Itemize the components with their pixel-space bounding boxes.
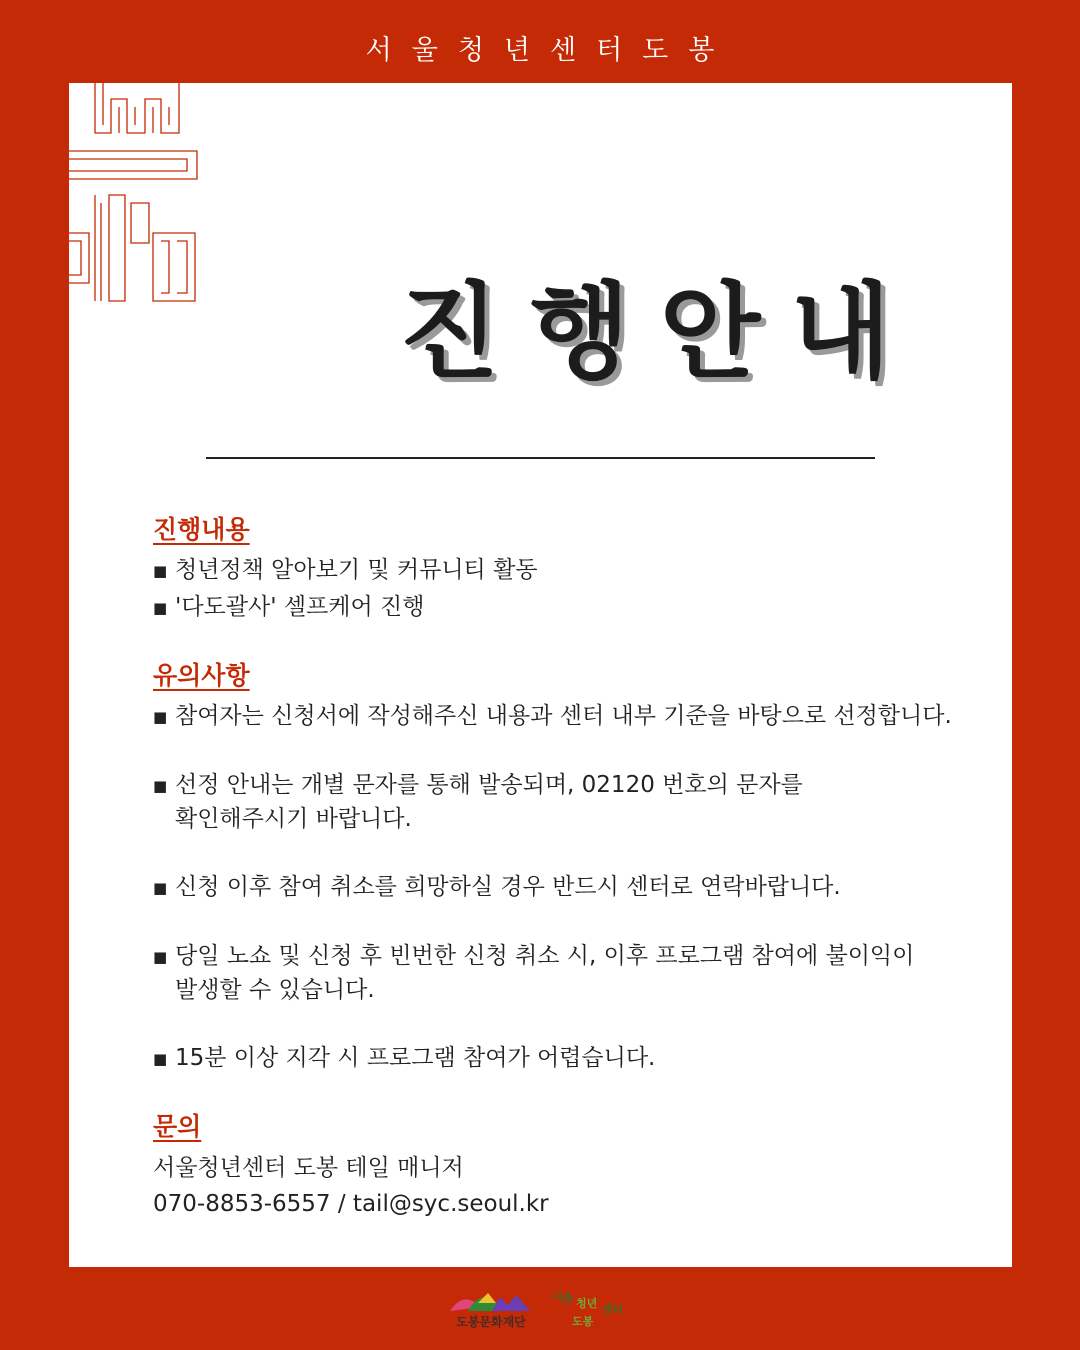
list-item [153,553,1003,588]
bullet-icon: ■ [153,879,168,897]
logo2-text: 서울 [552,1291,574,1304]
bullet-icon: ■ [153,777,168,795]
list-item [153,1041,1003,1076]
info-content [153,513,1003,1222]
section-heading-content: 진행내용 [153,515,250,544]
content-card [69,83,1012,1267]
list-item-text: 선정 안내는 개별 문자를 통해 발송되며, 02120 번호의 문자를 확인해주시기 바랍니다. [175,772,803,832]
logo1-text: 도봉문화재단 [456,1315,526,1329]
list-item-text: 신청 이후 참여 취소를 희망하실 경우 반드시 센터로 연락바랍니다. [175,874,841,900]
logo2-text: 센터 [602,1303,624,1316]
list-item-text: 청년정책 알아보기 및 커뮤니티 활동 [175,557,538,583]
logo2-text: 청년 [576,1297,598,1310]
section-cautions [153,659,1003,1076]
header-title: 서울청년센터도봉 [365,35,735,66]
mountain-icon [448,1289,534,1313]
main-title: 진행안내 [399,271,921,393]
list-item-text: 15분 이상 지각 시 프로그램 참여가 어렵습니다. [175,1045,656,1071]
deco-outline-lettering [69,83,209,323]
bullet-icon: ■ [153,708,168,726]
list-item [153,699,1003,734]
list-item [153,939,1003,1007]
contact-name: 서울청년센터 도봉 테일 매니저 [153,1155,464,1181]
section-program-content [153,513,1003,625]
bullet-icon: ■ [153,948,168,966]
footer [0,1287,1080,1337]
bullet-icon: ■ [153,599,168,617]
section-heading-cautions: 유의사항 [153,661,250,690]
divider-line [206,457,875,459]
list-item-text: 참여자는 신청서에 작성해주신 내용과 센터 내부 기준을 바탕으로 선정합니다. [175,703,952,729]
seoul-youth-center-dobong-logo [550,1287,630,1335]
dobong-culture-foundation-logo [448,1289,534,1333]
list-item [153,768,1003,836]
list-item-text: '다도괄사' 셀프케어 진행 [175,594,425,620]
list-item [153,870,1003,905]
list-item-text: 당일 노쇼 및 신청 후 빈번한 신청 취소 시, 이후 프로그램 참여에 불이익이 발생할 수 있습니다. [175,943,915,1003]
bullet-icon: ■ [153,562,168,580]
list-item [153,590,1003,625]
logo2-text: 도봉 [572,1315,594,1328]
section-heading-contact: 문의 [153,1112,202,1141]
contact-phone-email: 070-8853-6557 / tail@syc.seoul.kr [153,1191,549,1217]
section-contact [153,1110,1003,1222]
bullet-icon: ■ [153,1050,168,1068]
